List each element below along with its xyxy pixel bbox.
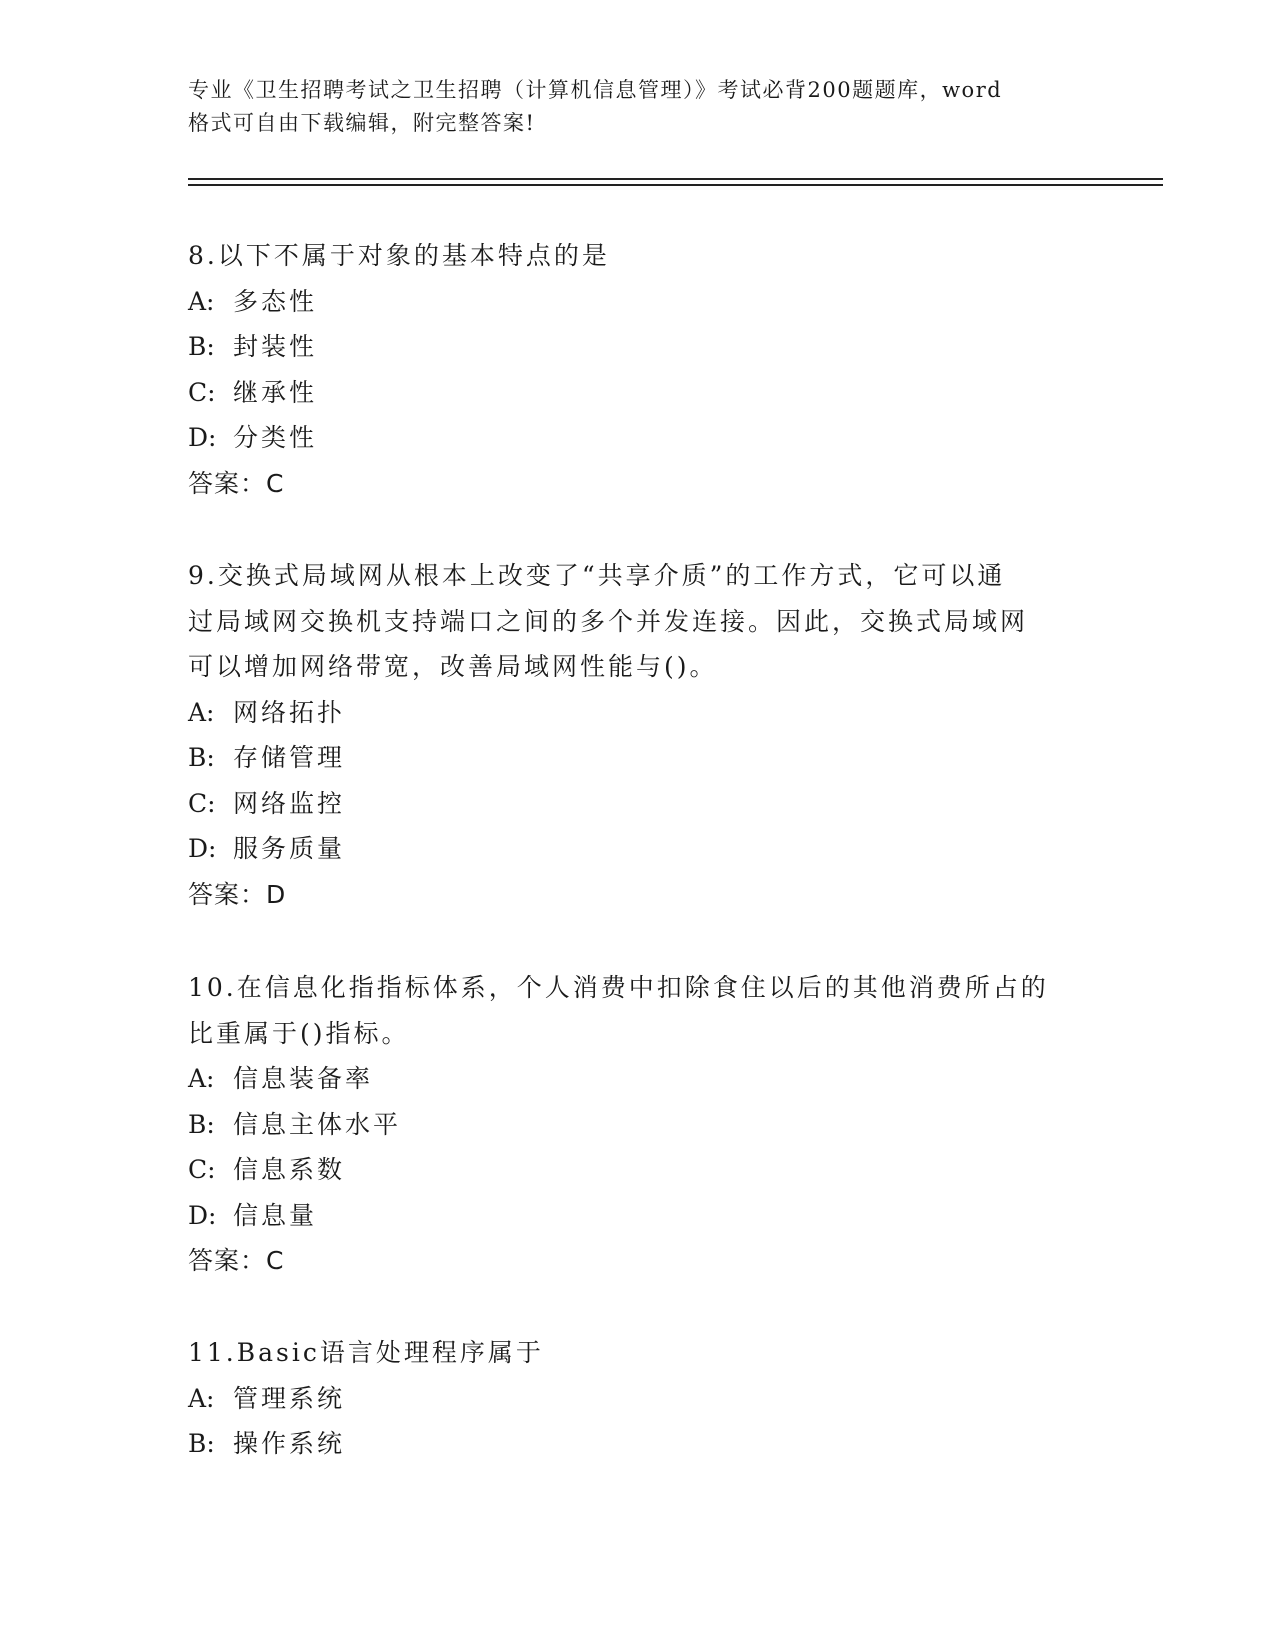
option-text: 封装性 bbox=[233, 332, 318, 361]
option-a bbox=[188, 1376, 1088, 1422]
header-line-1: 专业《卫生招聘考试之卫生招聘（计算机信息管理）》考试必背200题题库，word bbox=[188, 78, 1003, 102]
question-stem-line: 10.在信息化指指标体系，个人消费中扣除食住以后的其他消费所占的 bbox=[188, 973, 1049, 1002]
option-text: 网络监控 bbox=[233, 788, 346, 818]
document-header bbox=[188, 74, 1088, 140]
option-b bbox=[188, 735, 1088, 781]
option-text: 信息系数 bbox=[233, 1155, 346, 1184]
option-text: 信息装备率 bbox=[233, 1064, 374, 1093]
question-block bbox=[188, 553, 1088, 917]
option-d bbox=[188, 826, 1088, 872]
option-text: 管理系统 bbox=[233, 1383, 346, 1413]
option-text: 信息主体水平 bbox=[233, 1109, 402, 1139]
option-letter: B: bbox=[188, 332, 215, 361]
option-letter: A: bbox=[188, 1064, 215, 1093]
question-stem-line: 过局域网交换机支持端口之间的多个并发连接。因此，交换式局域网 bbox=[188, 606, 1029, 636]
option-letter: A: bbox=[188, 286, 215, 316]
option-a bbox=[188, 690, 1088, 736]
header-line-2: 格式可自由下载编辑，附完整答案! bbox=[188, 111, 536, 135]
question-block bbox=[188, 1330, 1088, 1467]
option-b bbox=[188, 1102, 1088, 1148]
option-letter: D: bbox=[188, 1200, 217, 1230]
option-text: 存储管理 bbox=[233, 743, 346, 772]
question-block bbox=[188, 233, 1088, 506]
question-stem-line: 8.以下不属于对象的基本特点的是 bbox=[188, 241, 610, 270]
option-d bbox=[188, 1193, 1088, 1239]
option-text: 分类性 bbox=[233, 423, 318, 452]
option-c bbox=[188, 1147, 1088, 1193]
option-letter: B: bbox=[188, 1109, 215, 1139]
option-letter: C: bbox=[188, 377, 216, 407]
question-stem-line: 比重属于()指标。 bbox=[188, 1018, 410, 1048]
answer-line: 答案：D bbox=[188, 879, 287, 909]
option-text: 操作系统 bbox=[233, 1429, 346, 1458]
option-b bbox=[188, 324, 1088, 370]
option-text: 服务质量 bbox=[233, 834, 346, 863]
option-text: 多态性 bbox=[233, 286, 318, 316]
option-letter: D: bbox=[188, 834, 217, 863]
option-c bbox=[188, 781, 1088, 827]
option-text: 继承性 bbox=[233, 377, 318, 407]
option-text: 信息量 bbox=[233, 1200, 318, 1230]
question-stem-line: 11.Basic语言处理程序属于 bbox=[188, 1338, 544, 1367]
question-stem-line: 9.交换式局域网从根本上改变了“共享介质”的工作方式，它可以通 bbox=[188, 561, 1006, 590]
option-letter: B: bbox=[188, 1429, 215, 1458]
option-letter: A: bbox=[188, 1383, 215, 1413]
option-text: 网络拓扑 bbox=[233, 697, 346, 727]
option-letter: A: bbox=[188, 697, 215, 727]
answer-line: 答案：C bbox=[188, 468, 285, 498]
option-letter: C: bbox=[188, 1155, 216, 1184]
option-letter: C: bbox=[188, 788, 216, 818]
option-letter: D: bbox=[188, 423, 217, 452]
question-block bbox=[188, 965, 1088, 1284]
option-a bbox=[188, 279, 1088, 325]
option-a bbox=[188, 1056, 1088, 1102]
answer-line: 答案：C bbox=[188, 1246, 285, 1275]
option-c bbox=[188, 370, 1088, 416]
option-b bbox=[188, 1421, 1088, 1467]
option-letter: B: bbox=[188, 743, 215, 772]
header-divider-top bbox=[188, 178, 1163, 180]
option-d bbox=[188, 415, 1088, 461]
header-divider-bottom bbox=[188, 184, 1163, 186]
question-stem-line: 可以增加网络带宽，改善局域网性能与()。 bbox=[188, 652, 718, 681]
